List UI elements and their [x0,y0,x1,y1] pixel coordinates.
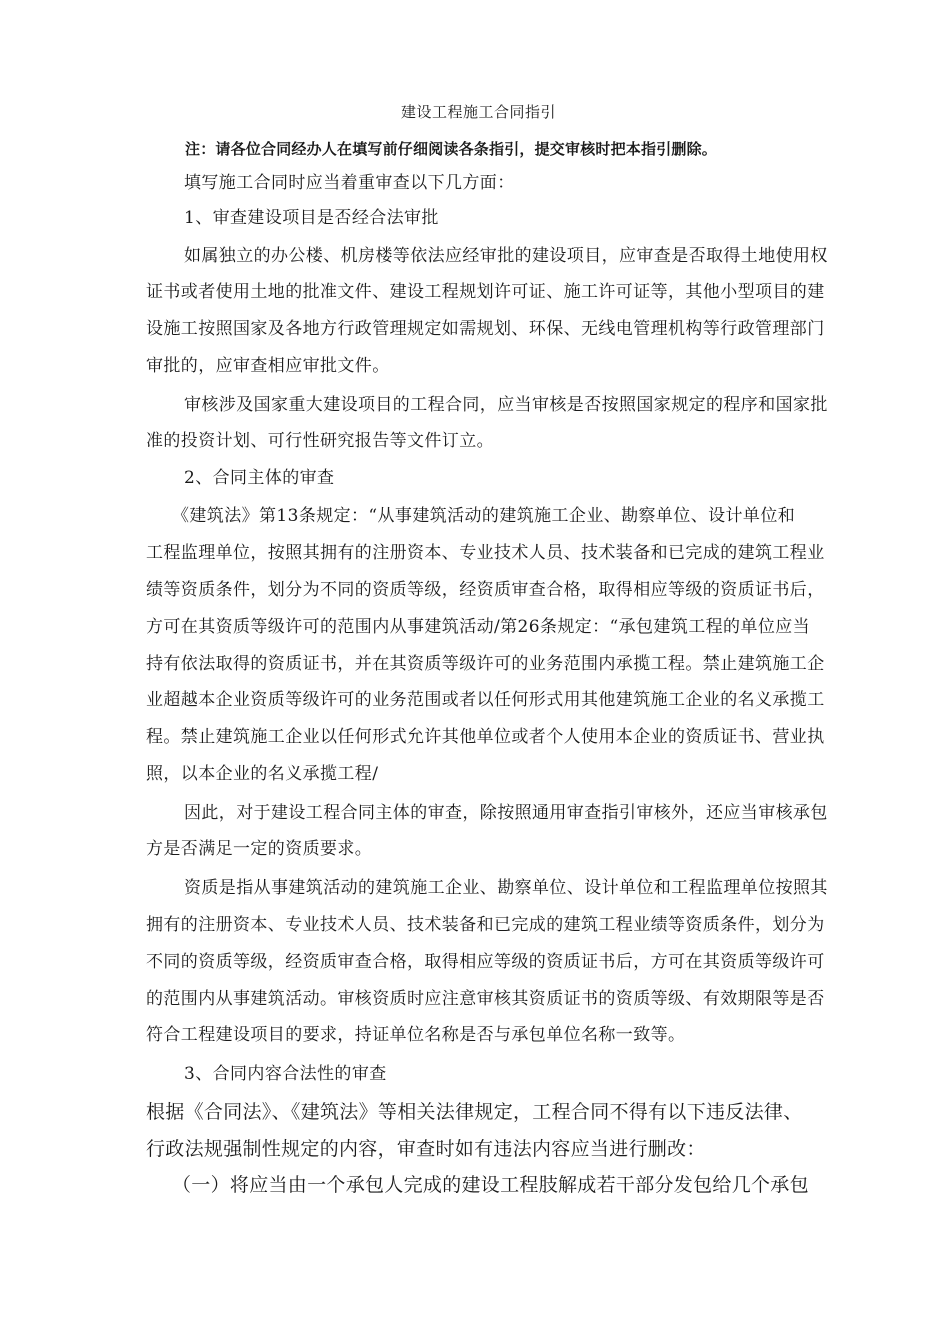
note-text: 注：请各位合同经办人在填写前仔细阅读各条指引，提交审核时把本指引删除。 [185,140,718,158]
section1-paragraph1-line1: 如属独立的办公楼、机房楼等依法应经审批的建设项目，应审查是否取得土地使用权 [184,246,828,266]
section3-paragraph1-line2: 行政法规强制性规定的内容，审查时如有违法内容应当进行删改： [146,1138,706,1160]
section2-paragraph1-line2: 工程监理单位，按照其拥有的注册资本、专业技术人员、技术装备和已完成的建筑工程业 [146,543,825,563]
section2-paragraph2-line2: 方是否满足一定的资质要求。 [146,839,373,859]
section1-paragraph1-line3: 设施工按照国家及各地方行政管理规定如需规划、环保、无线电管理机构等行政管理部门 [146,319,825,339]
section1-paragraph1-line4: 审批的，应审查相应审批文件。 [146,356,390,376]
section3-paragraph1-line1: 根据《合同法》、《建筑法》等相关法律规定，工程合同不得有以下违反法律、 [146,1101,803,1123]
section1-paragraph2-line2: 准的投资计划、可行性研究报告等文件订立。 [146,431,494,451]
section2-heading: 2、合同主体的审查 [184,468,335,488]
section2-paragraph1-line4: 方可在其资质等级许可的范围内从事建筑活动/第26条规定：“承包建筑工程的单位应当 [146,617,811,637]
section3-item1: （一）将应当由一个承包人完成的建设工程肢解成若干部分发包给几个承包 [172,1174,809,1196]
section2-paragraph3-line2: 拥有的注册资本、专业技术人员、技术装备和已完成的建筑工程业绩等资质条件，划分为 [146,915,825,935]
section2-paragraph1-line7: 程。禁止建筑施工企业以任何形式允许其他单位或者个人使用本企业的资质证书、营业执 [146,727,825,747]
section3-heading: 3、合同内容合法性的审查 [184,1064,387,1084]
section2-paragraph1-line5: 持有依法取得的资质证书，并在其资质等级许可的业务范围内承揽工程。禁止建筑施工企 [146,654,825,674]
section2-paragraph2-line1: 因此，对于建设工程合同主体的审查，除按照通用审查指引审核外，还应当审核承包 [184,803,828,823]
section2-paragraph3-line5: 符合工程建设项目的要求，持证单位名称是否与承包单位名称一致等。 [146,1025,686,1045]
section2-paragraph1-line8: 照，以本企业的名义承揽工程/ [146,764,379,784]
section2-paragraph3-line4: 的范围内从事建筑活动。审核资质时应注意审核其资质证书的资质等级、有效期限等是否 [146,989,825,1009]
section2-paragraph3-line1: 资质是指从事建筑活动的建筑施工企业、勘察单位、设计单位和工程监理单位按照其 [184,878,828,898]
section2-paragraph1-line1: 《建筑法》第13条规定：“从事建筑活动的建筑施工企业、勘察单位、设计单位和 [172,506,796,526]
section1-paragraph1-line2: 证书或者使用土地的批准文件、建设工程规划许可证、施工许可证等，其他小型项目的建 [146,282,825,302]
section2-paragraph3-line3: 不同的资质等级，经资质审查合格，取得相应等级的资质证书后，方可在其资质等级许可 [146,952,825,972]
section2-paragraph1-line3: 绩等资质条件，划分为不同的资质等级，经资质审查合格，取得相应等级的资质证书后， [146,580,825,600]
section1-heading: 1、审查建设项目是否经合法审批 [184,208,439,228]
section2-paragraph1-line6: 业超越本企业资质等级许可的业务范围或者以任何形式用其他建筑施工企业的名义承揽工 [146,690,825,710]
document-title: 建设工程施工合同指引 [401,103,557,121]
intro-text: 填写施工合同时应当着重审查以下几方面： [184,173,515,193]
section1-paragraph2-line1: 审核涉及国家重大建设项目的工程合同，应当审核是否按照国家规定的程序和国家批 [184,395,828,415]
